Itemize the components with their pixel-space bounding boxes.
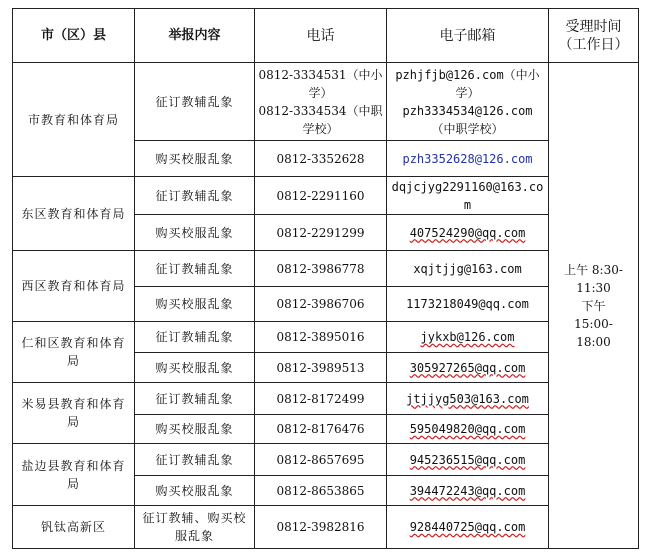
phone-number: 0812-3895016 — [255, 322, 387, 353]
table-row — [13, 506, 639, 549]
district-name: 钒钛高新区 — [13, 506, 135, 549]
district-name: 米易县教育和体育局 — [13, 383, 135, 444]
table-row — [13, 251, 639, 287]
phone-number: 0812-3989513 — [255, 353, 387, 383]
table-row — [13, 322, 639, 353]
phone-number: 0812-8653865 — [255, 476, 387, 506]
report-content: 征订教辅乱象 — [135, 251, 255, 287]
email-address: dqjcjyg2291160@163.com — [387, 177, 549, 215]
phone-number: 0812-3986706 — [255, 287, 387, 322]
email-address: xqjtjjg@163.com — [387, 251, 549, 287]
email-address: 595049820@qq.com — [387, 415, 549, 444]
report-content: 购买校服乱象 — [135, 476, 255, 506]
report-content: 购买校服乱象 — [135, 415, 255, 444]
email-address: 407524290@qq.com — [387, 215, 549, 251]
email-address: pzh3352628@126.com — [387, 141, 549, 177]
district-name: 东区教育和体育局 — [13, 177, 135, 251]
district-name: 西区教育和体育局 — [13, 251, 135, 322]
office-hours: 上午 8:30- 11:30 下午 15:00- 18:00 — [549, 63, 639, 549]
email-address: 945236515@qq.com — [387, 444, 549, 476]
table-row — [13, 177, 639, 215]
email-address: 305927265@qq.com — [387, 353, 549, 383]
phone-number: 0812-3352628 — [255, 141, 387, 177]
district-name: 盐边县教育和体育局 — [13, 444, 135, 506]
email-address: 1173218049@qq.com — [387, 287, 549, 322]
report-content: 购买校服乱象 — [135, 215, 255, 251]
email-address: pzhjfjb@126.com（中小学） pzh3334534@126.com （中职学校） — [387, 63, 549, 141]
report-content: 征订教辅乱象 — [135, 444, 255, 476]
report-content: 征订教辅、购买校服乱象 — [135, 506, 255, 549]
email-address: 394472243@qq.com — [387, 476, 549, 506]
email-address: 928440725@qq.com — [387, 506, 549, 549]
report-content: 购买校服乱象 — [135, 353, 255, 383]
district-name: 仁和区教育和体育局 — [13, 322, 135, 383]
table-row — [13, 383, 639, 415]
header-district: 市（区）县 — [13, 9, 135, 63]
phone-number: 0812-8176476 — [255, 415, 387, 444]
header-row — [13, 9, 639, 63]
phone-number: 0812-3986778 — [255, 251, 387, 287]
header-phone: 电话 — [255, 9, 387, 63]
report-content: 征订教辅乱象 — [135, 177, 255, 215]
phone-number: 0812-2291299 — [255, 215, 387, 251]
phone-number: 0812-8172499 — [255, 383, 387, 415]
complaint-contact-table — [12, 8, 639, 549]
table-row — [13, 63, 639, 141]
phone-number: 0812-8657695 — [255, 444, 387, 476]
table-row — [13, 444, 639, 476]
header-hours: 受理时间 （工作日） — [549, 9, 639, 63]
report-content: 征订教辅乱象 — [135, 63, 255, 141]
email-address: jykxb@126.com — [387, 322, 549, 353]
report-content: 征订教辅乱象 — [135, 383, 255, 415]
header-content: 举报内容 — [135, 9, 255, 63]
header-email: 电子邮箱 — [387, 9, 549, 63]
report-content: 征订教辅乱象 — [135, 322, 255, 353]
email-address: jtjjyg503@163.com — [387, 383, 549, 415]
report-content: 购买校服乱象 — [135, 141, 255, 177]
phone-number: 0812-3982816 — [255, 506, 387, 549]
phone-number: 0812-3334531（中小学） 0812-3334534（中职学校） — [255, 63, 387, 141]
district-name: 市教育和体育局 — [13, 63, 135, 177]
phone-number: 0812-2291160 — [255, 177, 387, 215]
report-content: 购买校服乱象 — [135, 287, 255, 322]
